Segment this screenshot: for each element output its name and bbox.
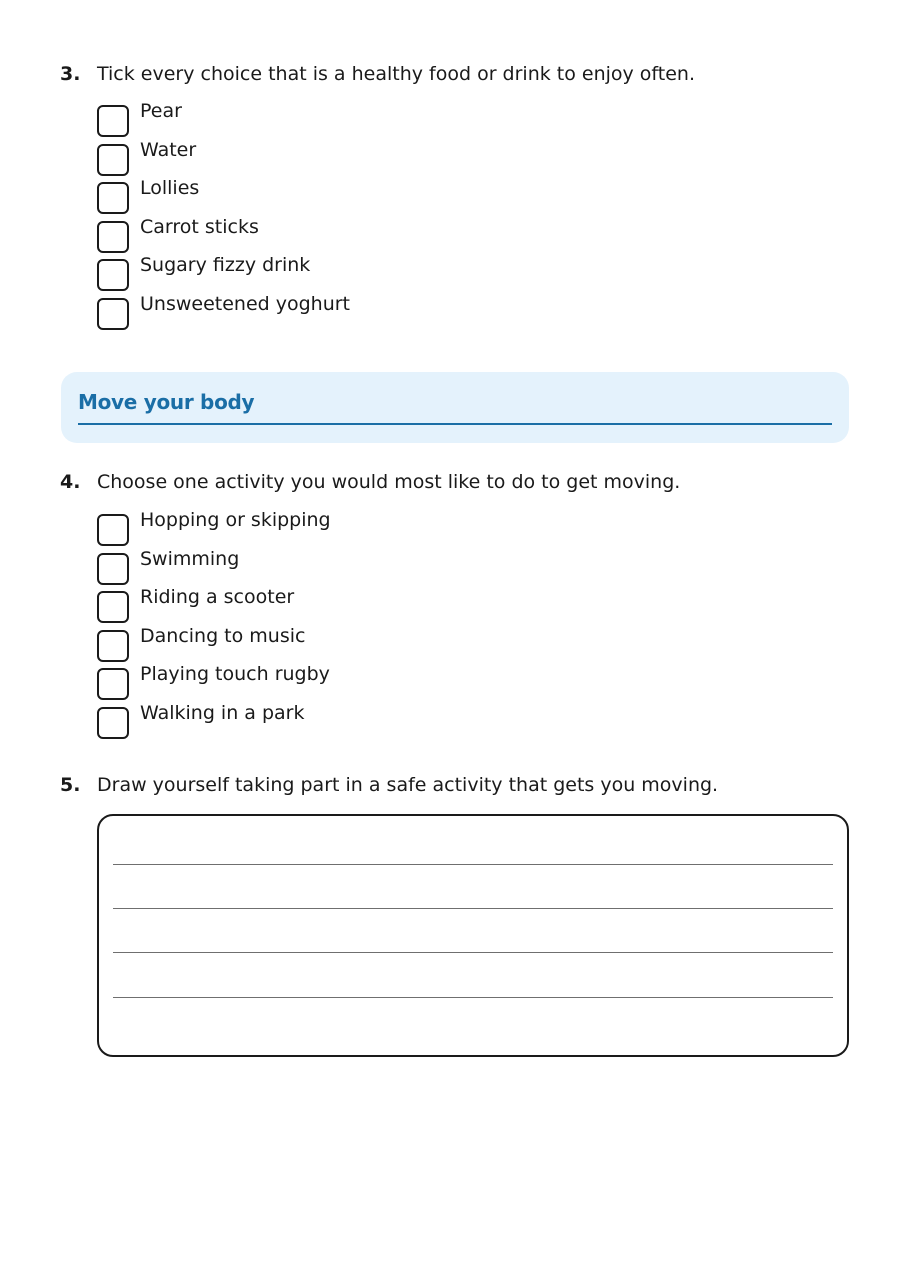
drawing-area[interactable] xyxy=(97,814,849,1057)
checkbox[interactable] xyxy=(97,182,129,214)
option-riding-a-scooter[interactable] xyxy=(97,588,860,627)
question-4-options xyxy=(97,511,860,743)
question-5 xyxy=(60,773,860,797)
option-label: Sugary fizzy drink xyxy=(140,254,311,277)
section-title: Move your body xyxy=(78,390,255,414)
option-label: Hopping or skipping xyxy=(140,509,331,531)
option-dancing-to-music[interactable] xyxy=(97,624,860,666)
checkbox[interactable] xyxy=(97,105,129,137)
option-hopping-or-skipping[interactable] xyxy=(97,511,860,550)
question-number: 5. xyxy=(60,774,81,796)
option-label: Pear xyxy=(140,100,182,122)
section-divider xyxy=(78,423,832,425)
checkbox[interactable] xyxy=(97,630,129,662)
option-label: Unsweetened yoghurt xyxy=(140,292,351,315)
option-swimming[interactable] xyxy=(97,547,860,589)
option-lollies[interactable] xyxy=(97,179,860,218)
writing-line xyxy=(113,864,833,865)
question-prompt: Tick every choice that is a healthy food or drink to enjoy often. xyxy=(97,63,696,85)
checkbox[interactable] xyxy=(97,668,129,700)
checkbox[interactable] xyxy=(97,298,129,330)
checkbox[interactable] xyxy=(97,144,129,176)
option-label: Carrot sticks xyxy=(140,215,259,238)
option-label: Lollies xyxy=(140,177,200,200)
question-3-options xyxy=(97,102,860,334)
option-label: Riding a scooter xyxy=(140,586,295,609)
checkbox[interactable] xyxy=(97,514,129,546)
question-3-header xyxy=(60,62,860,86)
section-banner xyxy=(61,372,849,443)
option-walking-in-a-park[interactable] xyxy=(97,701,860,743)
option-sugary-fizzy-drink[interactable] xyxy=(97,256,860,295)
option-label: Swimming xyxy=(140,547,240,570)
question-4 xyxy=(60,470,860,743)
option-label: Dancing to music xyxy=(140,624,306,647)
option-label: Playing touch rugby xyxy=(140,663,330,686)
question-prompt: Choose one activity you would most like to do to get moving. xyxy=(97,471,681,493)
question-number: 3. xyxy=(60,63,81,85)
writing-line xyxy=(113,997,833,998)
writing-line xyxy=(113,952,833,953)
option-playing-touch-rugby[interactable] xyxy=(97,665,860,704)
checkbox[interactable] xyxy=(97,221,129,253)
option-label: Water xyxy=(140,138,197,161)
option-unsweetened-yoghurt[interactable] xyxy=(97,292,860,334)
writing-line xyxy=(113,908,833,909)
question-5-header xyxy=(60,773,860,797)
checkbox[interactable] xyxy=(97,553,129,585)
question-3 xyxy=(60,62,860,334)
question-4-header xyxy=(60,470,860,494)
option-carrot-sticks[interactable] xyxy=(97,215,860,257)
question-prompt: Draw yourself taking part in a safe activity that gets you moving. xyxy=(97,774,719,796)
checkbox[interactable] xyxy=(97,707,129,739)
option-label: Walking in a park xyxy=(140,701,305,724)
question-number: 4. xyxy=(60,471,81,493)
checkbox[interactable] xyxy=(97,591,129,623)
checkbox[interactable] xyxy=(97,259,129,291)
option-pear[interactable] xyxy=(97,102,860,141)
option-water[interactable] xyxy=(97,138,860,180)
